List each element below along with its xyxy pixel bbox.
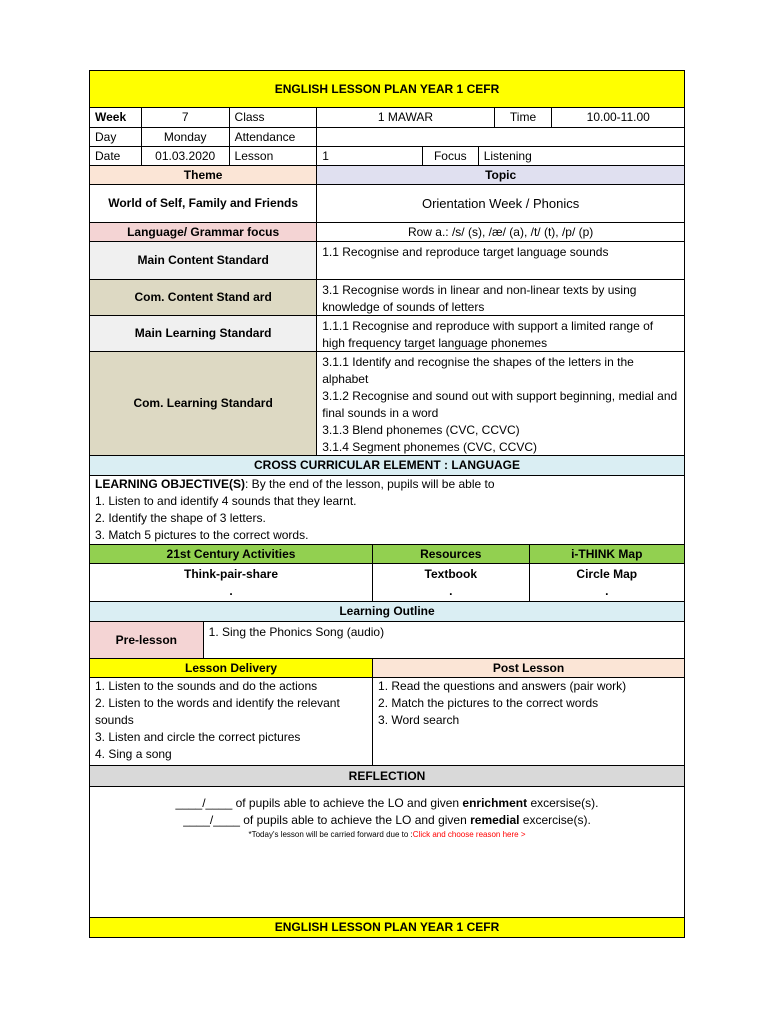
language-focus-label: Language/ Grammar focus	[90, 223, 317, 241]
ithink-value	[530, 564, 684, 601]
main-learning-label: Main Learning Standard	[90, 316, 317, 351]
activities-text: Think-pair-share	[184, 567, 279, 581]
language-focus-value: Row a.: /s/ (s), /æ/ (a), /t/ (t), /p/ (p)	[407, 224, 594, 239]
post-item: 1. Read the questions and answers (pair work)	[378, 679, 627, 693]
reflection-text: ____/____ of pupils able to achieve the LO and given	[175, 796, 463, 810]
time-label: Time	[495, 108, 553, 127]
activities-header: 21st Century Activities	[90, 545, 373, 563]
com-learning-item: 3.1.3 Blend phonemes (CVC, CCVC)	[322, 423, 520, 437]
date-row	[89, 147, 685, 166]
day-row	[89, 128, 685, 147]
com-content-row	[89, 280, 685, 316]
activities-dot: .	[229, 584, 233, 598]
week-value: 7	[142, 108, 230, 127]
theme-topic-header	[89, 166, 685, 185]
post-item: 3. Word search	[378, 713, 460, 727]
resources-dot: .	[449, 584, 453, 598]
post-lesson-list	[373, 678, 684, 765]
ithink-header: i-THINK Map	[530, 545, 684, 563]
reflection-bold: enrichment	[462, 796, 528, 810]
post-item: 2. Match the pictures to the correct words	[378, 696, 599, 710]
attendance-value[interactable]	[317, 128, 684, 146]
delivery-item: 2. Listen to the words and identify the relevant sounds	[95, 696, 340, 727]
ithink-dot: .	[605, 584, 609, 598]
pre-lesson-label: Pre-lesson	[90, 622, 204, 658]
main-content-label: Main Content Standard	[90, 242, 317, 279]
reflection-body	[90, 787, 684, 917]
delivery-item: 4. Sing a song	[95, 747, 172, 761]
day-value: Monday	[142, 128, 230, 146]
reflection-text: excercise(s).	[519, 813, 591, 827]
title-row	[89, 70, 685, 108]
date-label: Date	[90, 147, 142, 165]
objectives-row	[89, 476, 685, 545]
reflection-line-enrichment	[95, 795, 679, 812]
learning-outline-row	[89, 602, 685, 622]
delivery-item: 3. Listen and circle the correct pictures	[95, 730, 301, 744]
delivery-row	[89, 678, 685, 766]
week-row	[89, 108, 685, 128]
main-learning-value: 1.1.1 Recognise and reproduce with support a limited range of high frequency target language phonemes	[322, 319, 654, 350]
pre-lesson-value: 1. Sing the Phonics Song (audio)	[208, 625, 385, 639]
class-value: 1 MAWAR	[317, 108, 494, 127]
reflection-text: ____/____ of pupils able to achieve the LO and given	[183, 813, 471, 827]
footer-row	[89, 918, 685, 938]
reflection-bold: remedial	[470, 813, 520, 827]
objectives-block	[90, 476, 684, 544]
reflection-header-row	[89, 766, 685, 787]
com-learning-row	[89, 352, 685, 456]
lesson-label: Lesson	[230, 147, 318, 165]
com-learning-label: Com. Learning Standard	[90, 352, 317, 455]
topic-value: Orientation Week / Phonics	[421, 196, 580, 211]
com-learning-value	[317, 352, 684, 455]
lesson-value: 1	[317, 147, 423, 165]
ithink-text: Circle Map	[576, 567, 638, 581]
focus-label: Focus	[423, 147, 479, 165]
lesson-plan-sheet	[89, 70, 685, 938]
resources-text: Textbook	[424, 567, 477, 581]
activities-value	[90, 564, 373, 601]
post-lesson-header: Post Lesson	[373, 659, 684, 677]
carry-forward-text: *Today's lesson will be carried forward due to :	[248, 830, 413, 839]
lesson-delivery-header: Lesson Delivery	[90, 659, 373, 677]
reflection-line-remedial	[95, 812, 679, 829]
reflection-row	[89, 787, 685, 918]
delivery-item: 1. Listen to the sounds and do the actions	[95, 679, 318, 693]
objective-item: 1. Listen to and identify 4 sounds that they learnt.	[95, 494, 357, 508]
main-content-row	[89, 242, 685, 280]
main-content-value: 1.1 Recognise and reproduce target language sounds	[322, 245, 609, 259]
reflection-text: excersise(s).	[527, 796, 599, 810]
com-learning-item: 3.1.4 Segment phonemes (CVC, CCVC)	[322, 440, 538, 454]
time-value: 10.00-11.00	[586, 110, 650, 124]
activities-header-row	[89, 545, 685, 564]
objective-intro	[95, 476, 679, 493]
com-learning-item: 3.1.1 Identify and recognise the shapes of the letters in the alphabet	[322, 355, 634, 386]
objective-item: 3. Match 5 pictures to the correct words.	[95, 528, 309, 542]
reflection-header: REFLECTION	[348, 768, 426, 783]
attendance-label: Attendance	[230, 128, 318, 146]
pre-lesson-row	[89, 622, 685, 659]
com-content-value: 3.1 Recognise words in linear and non-linear texts by using knowledge of sounds of letters	[322, 283, 637, 314]
learning-outline-header: Learning Outline	[339, 604, 435, 618]
cross-curricular-row	[89, 456, 685, 476]
reason-dropdown-link[interactable]: Click and choose reason here >	[412, 830, 526, 839]
theme-header: Theme	[90, 166, 317, 184]
class-label: Class	[230, 108, 318, 127]
resources-value	[373, 564, 529, 601]
theme-value: World of Self, Family and Friends	[90, 185, 317, 222]
page-title: ENGLISH LESSON PLAN YEAR 1 CEFR	[274, 81, 500, 96]
com-content-label: Com. Content Stand ard	[90, 280, 317, 315]
objective-item: 2. Identify the shape of 3 letters.	[95, 511, 266, 525]
theme-topic-row	[89, 185, 685, 223]
objective-label: LEARNING OBJECTIVE(S)	[95, 477, 246, 491]
lesson-delivery-list	[90, 678, 373, 765]
com-learning-item: 3.1.2 Recognise and sound out with support beginning, medial and final sounds in a word	[322, 389, 678, 420]
topic-header: Topic	[317, 166, 684, 184]
resources-header: Resources	[373, 545, 529, 563]
activities-value-row	[89, 564, 685, 602]
carry-forward-note	[95, 829, 679, 841]
footer-title: ENGLISH LESSON PLAN YEAR 1 CEFR	[274, 920, 500, 934]
delivery-header-row	[89, 659, 685, 678]
week-label: Week	[90, 108, 142, 127]
date-value: 01.03.2020	[142, 147, 230, 165]
focus-value: Listening	[483, 148, 532, 163]
cross-curricular-header: CROSS CURRICULAR ELEMENT : LANGUAGE	[254, 458, 520, 472]
language-focus-row	[89, 223, 685, 242]
objective-intro-text: : By the end of the lesson, pupils will be able to	[245, 477, 495, 491]
main-learning-row	[89, 316, 685, 352]
day-label: Day	[90, 128, 142, 146]
